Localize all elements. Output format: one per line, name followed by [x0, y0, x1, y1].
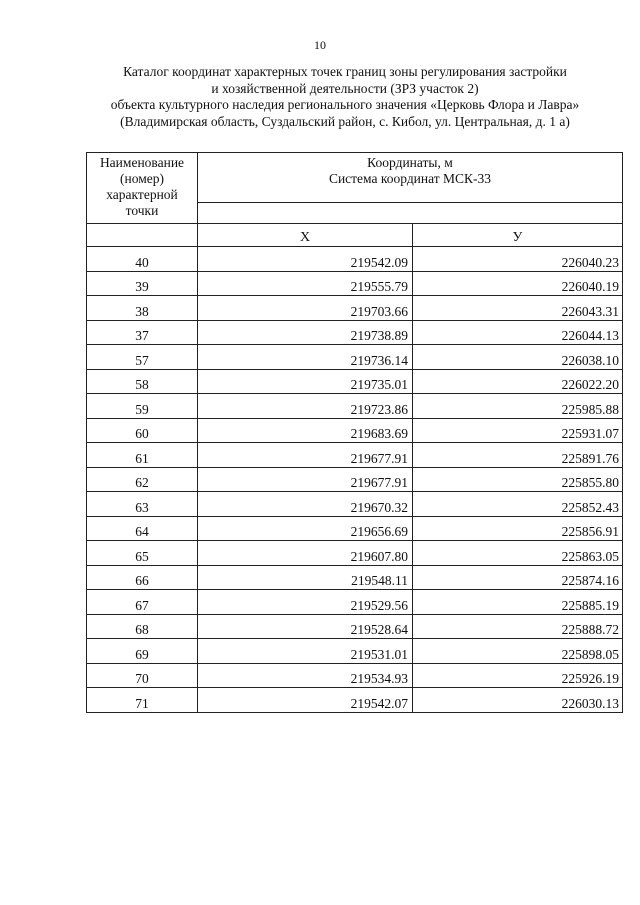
- y-coordinate-cell: 225852.43: [413, 492, 623, 517]
- point-number-cell: 70: [87, 663, 198, 688]
- page-number: 10: [314, 38, 326, 52]
- table-row: [87, 271, 623, 296]
- point-number-cell: 66: [87, 565, 198, 590]
- point-number-cell: 65: [87, 541, 198, 566]
- table-row: [87, 394, 623, 419]
- y-coordinate-cell: 226038.10: [413, 345, 623, 370]
- header-y: У: [413, 224, 623, 247]
- point-number-cell: 67: [87, 590, 198, 615]
- point-number-cell: 60: [87, 418, 198, 443]
- point-number-cell: 39: [87, 271, 198, 296]
- table-row: [87, 565, 623, 590]
- x-coordinate-cell: 219607.80: [198, 541, 413, 566]
- y-coordinate-cell: 225931.07: [413, 418, 623, 443]
- title-line: (Владимирская область, Суздальский район, с. Кибол, ул. Центральная, д. 1 а): [120, 113, 570, 129]
- x-coordinate-cell: 219555.79: [198, 271, 413, 296]
- y-coordinate-cell: 225898.05: [413, 639, 623, 664]
- table-row: [87, 516, 623, 541]
- table-row: [87, 345, 623, 370]
- y-coordinate-cell: 225891.76: [413, 443, 623, 468]
- x-coordinate-cell: 219736.14: [198, 345, 413, 370]
- coordinates-table: [86, 152, 623, 713]
- x-coordinate-cell: 219735.01: [198, 369, 413, 394]
- point-number-cell: 63: [87, 492, 198, 517]
- table-row: [87, 443, 623, 468]
- header-point-name: Наименование (номер) характерной точки: [87, 153, 198, 224]
- x-coordinate-cell: 219723.86: [198, 394, 413, 419]
- table-row: [87, 247, 623, 272]
- table-row: [87, 688, 623, 713]
- table-row: [87, 492, 623, 517]
- point-number-cell: 37: [87, 320, 198, 345]
- point-number-cell: 38: [87, 296, 198, 321]
- x-coordinate-cell: 219677.91: [198, 467, 413, 492]
- x-coordinate-cell: 219677.91: [198, 443, 413, 468]
- y-coordinate-cell: 225863.05: [413, 541, 623, 566]
- table-row: [87, 369, 623, 394]
- point-number-cell: 61: [87, 443, 198, 468]
- y-coordinate-cell: 226040.19: [413, 271, 623, 296]
- point-number-cell: 68: [87, 614, 198, 639]
- point-number-cell: 69: [87, 639, 198, 664]
- document-title: [80, 64, 610, 130]
- x-coordinate-cell: 219534.93: [198, 663, 413, 688]
- y-coordinate-cell: 225888.72: [413, 614, 623, 639]
- y-coordinate-cell: 225885.19: [413, 590, 623, 615]
- point-number-cell: 40: [87, 247, 198, 272]
- x-coordinate-cell: 219528.64: [198, 614, 413, 639]
- table-row: [87, 467, 623, 492]
- title-line: Каталог координат характерных точек границ зоны регулирования застройки: [123, 64, 567, 79]
- x-coordinate-cell: 219656.69: [198, 516, 413, 541]
- table-row: [87, 663, 623, 688]
- point-number-cell: 59: [87, 394, 198, 419]
- x-coordinate-cell: 219542.09: [198, 247, 413, 272]
- y-coordinate-cell: 225874.16: [413, 565, 623, 590]
- y-coordinate-cell: 226022.20: [413, 369, 623, 394]
- title-line: и хозяйственной деятельности (ЗРЗ участок 2): [211, 80, 479, 96]
- y-coordinate-cell: 225985.88: [413, 394, 623, 419]
- x-coordinate-cell: 219683.69: [198, 418, 413, 443]
- y-coordinate-cell: 226043.31: [413, 296, 623, 321]
- y-coordinate-cell: 225856.91: [413, 516, 623, 541]
- x-coordinate-cell: 219703.66: [198, 296, 413, 321]
- y-coordinate-cell: 226030.13: [413, 688, 623, 713]
- table-body: [87, 247, 623, 713]
- point-number-cell: 57: [87, 345, 198, 370]
- table-row: [87, 614, 623, 639]
- x-coordinate-cell: 219670.32: [198, 492, 413, 517]
- point-number-cell: 64: [87, 516, 198, 541]
- x-coordinate-cell: 219542.07: [198, 688, 413, 713]
- point-number-cell: 71: [87, 688, 198, 713]
- title-line: объекта культурного наследия регионального значения «Церковь Флора и Лавра»: [110, 97, 580, 112]
- x-coordinate-cell: 219529.56: [198, 590, 413, 615]
- point-number-cell: 62: [87, 467, 198, 492]
- y-coordinate-cell: 226044.13: [413, 320, 623, 345]
- table-row: [87, 639, 623, 664]
- table-row: [87, 418, 623, 443]
- header-coordinates: Координаты, м Система координат МСК-33: [198, 153, 623, 203]
- y-coordinate-cell: 225926.19: [413, 663, 623, 688]
- x-coordinate-cell: 219531.01: [198, 639, 413, 664]
- table-row: [87, 320, 623, 345]
- point-number-cell: 58: [87, 369, 198, 394]
- y-coordinate-cell: 225855.80: [413, 467, 623, 492]
- header-x: Х: [198, 224, 413, 247]
- x-coordinate-cell: 219548.11: [198, 565, 413, 590]
- header-spacer: [198, 203, 623, 224]
- x-coordinate-cell: 219738.89: [198, 320, 413, 345]
- table-row: [87, 296, 623, 321]
- table-row: [87, 590, 623, 615]
- table-row: [87, 541, 623, 566]
- y-coordinate-cell: 226040.23: [413, 247, 623, 272]
- header-empty-cell: [87, 224, 198, 247]
